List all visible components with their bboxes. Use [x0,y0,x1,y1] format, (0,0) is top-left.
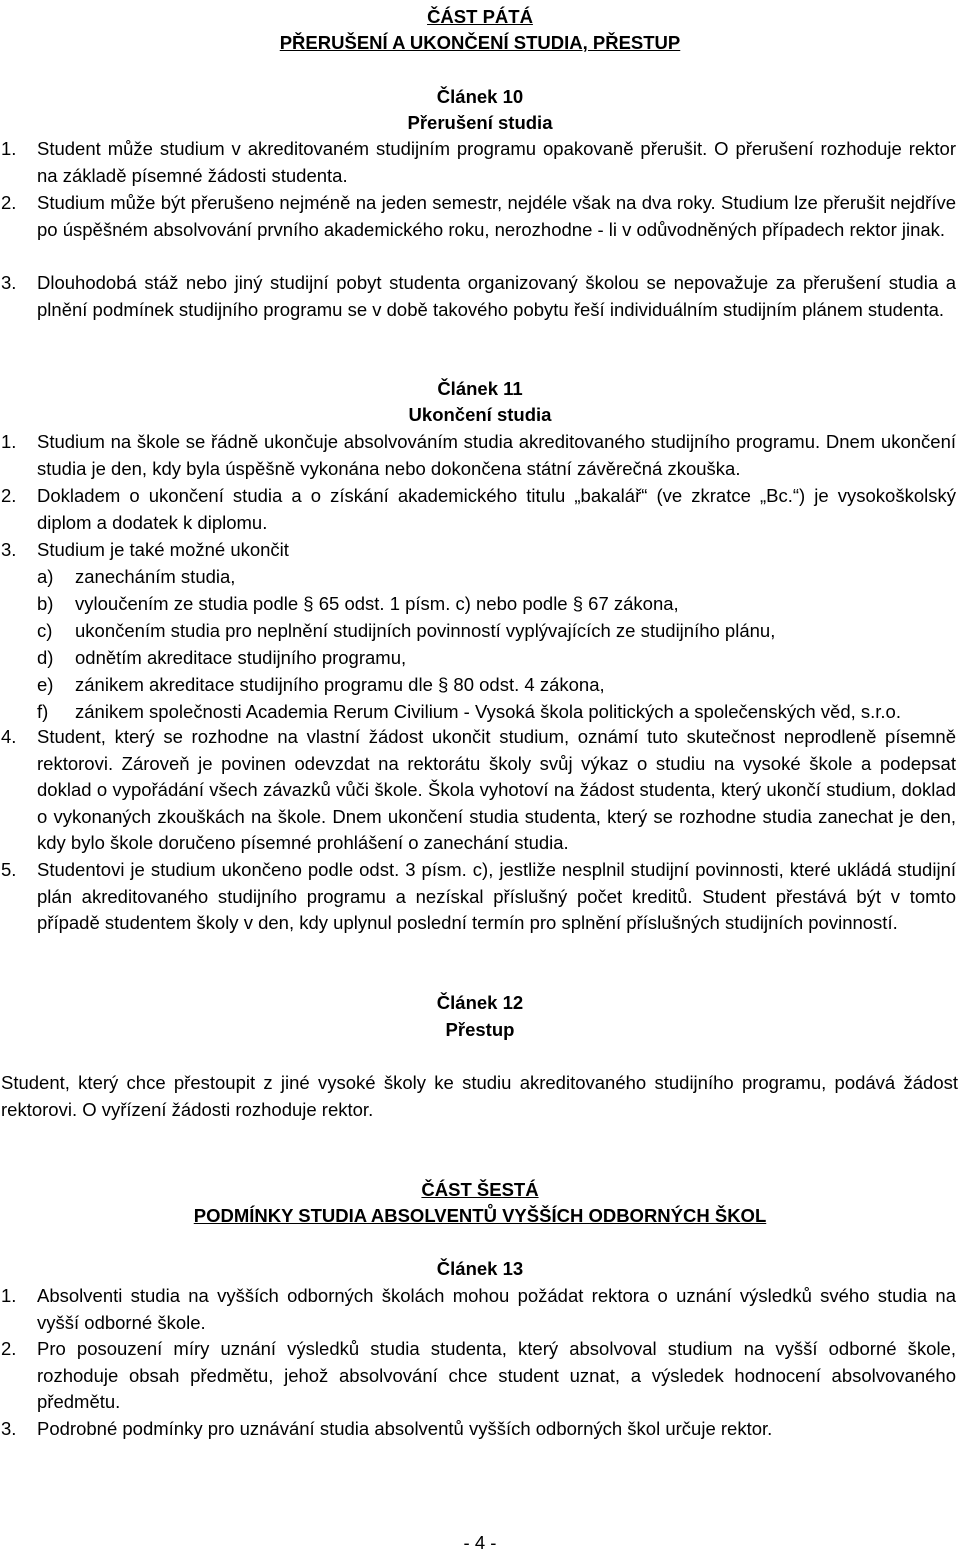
item-text: Student může studium v akreditovaném studijním programu opakovaně přerušit. O přerušení rozhoduje rektor na základě písemné žádosti studenta. [37,138,956,186]
page-number: - 4 - [463,1532,497,1553]
item-text: Student, který se rozhodne na vlastní žádost ukončit studium, oznámí tuto skutečnost neprodleně písemně rektorovi. Zároveň je povinen odevzdat na rektorátu školy svůj výkaz o studiu na vysoké škole a podepsat doklad o vypořádání všech závazků vůči škole. Škola vyhotoví na žádost studenta, který ukončí studium, doklad o vykonaných zkouškách na škole. Dnem ukončení studia studenta, který se rozhodne studia zanechat je den, kdy bylo škole doručeno písemné prohlášení o zanechání studia. [37,726,956,853]
item-text: Podrobné podmínky pro uznávání studia absolventů vyšších odborných škol určuje rektor. [37,1418,773,1439]
item-number: 3. [1,539,17,560]
sub-item-text: ukončením studia pro neplnění studijních povinností vyplývajících ze studijního plánu, [75,620,776,641]
article-heading: Článek 13 [436,1258,524,1279]
paragraph: Student, který chce přestoupit z jiné vysoké školy ke studiu akreditovaného studijního programu, podává žádost rektorovi. O vyřízení žádosti rozhoduje rektor. [1,1072,958,1120]
sub-item-text: odnětím akreditace studijního programu, [75,647,407,668]
item-number: 2. [1,485,17,506]
item-text: Studium může být přerušeno nejméně na jeden semestr, nejdéle však na dva roky. Studium lze přerušit nejdříve po úspěšném absolvování prvního akademického roku, nerozhodne - li v odůvodněných případech rektor jinak. [37,192,956,240]
item-number: 3. [1,272,17,293]
sub-item-text: vyloučením ze studia podle § 65 odst. 1 písm. c) nebo podle § 67 zákona, [75,593,679,614]
sub-item-text: zanecháním studia, [75,566,236,587]
sub-item-letter: b) [37,593,54,614]
article-title: Ukončení studia [408,404,552,425]
item-number: 5. [1,859,17,880]
sub-item-letter: a) [37,566,54,587]
item-text: Studentovi je studium ukončeno podle odst. 3 písm. c), jestliže nesplnil studijní povinnosti, které ukládá studijní plán akreditovaného studijního programu a nezískal příslušný počet kreditů. Student přestává být v tomto případě studentem školy v den, kdy uplynul poslední termín pro splnění příslušných studijních povinností. [37,859,956,933]
article-title: Přerušení studia [407,112,553,133]
sub-item-letter: f) [37,701,49,722]
article-heading: Článek 10 [436,86,524,107]
sub-item-letter: d) [37,647,54,668]
part-subtitle: PŘERUŠENÍ A UKONČENÍ STUDIA, PŘESTUP [279,32,681,53]
article-title: Přestup [445,1019,515,1040]
item-text: Dokladem o ukončení studia a o získání akademického titulu „bakalář“ (ve zkratce „Bc.“) je vysokoškolský diplom a dodatek k diplomu. [37,485,956,533]
part-title: ČÁST PÁTÁ [427,6,533,27]
article-heading: Článek 11 [437,378,523,399]
item-number: 1. [1,431,17,452]
item-number: 1. [1,1285,17,1306]
part-subtitle: PODMÍNKY STUDIA ABSOLVENTŮ VYŠŠÍCH ODBORNÝCH ŠKOL [193,1205,767,1226]
item-number: 3. [1,1418,17,1439]
article-heading: Článek 12 [436,992,524,1013]
item-text: Studium na škole se řádně ukončuje absolvováním studia akreditovaného studijního programu. Dnem ukončení studia je den, kdy byla úspěšně vykonána nebo dokončena státní závěrečná zkouška. [37,431,956,479]
sub-item-text: zánikem společnosti Academia Rerum Civilium - Vysoká škola politických a společenských věd, s.r.o. [75,701,901,722]
item-number: 1. [1,138,17,159]
sub-item-letter: e) [37,674,54,695]
item-text: Dlouhodobá stáž nebo jiný studijní pobyt studenta organizovaný školou se nepovažuje za přerušení studia a plnění podmínek studijního programu se v době takového pobytu řeší individuálním studijním plánem studenta. [37,272,956,320]
item-number: 4. [1,726,17,747]
item-text: Absolventi studia na vyšších odborných školách mohou požádat rektora o uznání výsledků svého studia na vyšší odborné škole. [37,1285,956,1333]
sub-item-text: zánikem akreditace studijního programu dle § 80 odst. 4 zákona, [75,674,605,695]
item-number: 2. [1,1338,17,1359]
part-title: ČÁST ŠESTÁ [421,1179,539,1200]
item-text: Studium je také možné ukončit [37,539,289,560]
item-text: Pro posouzení míry uznání výsledků studia studenta, který absolvoval studium na vyšší odborné škole, rozhoduje obsah předmětu, jehož absolvování chce student uznat, a výsledek hodnocení absolvovaného předmětu. [37,1338,956,1412]
item-number: 2. [1,192,17,213]
sub-item-letter: c) [37,620,53,641]
